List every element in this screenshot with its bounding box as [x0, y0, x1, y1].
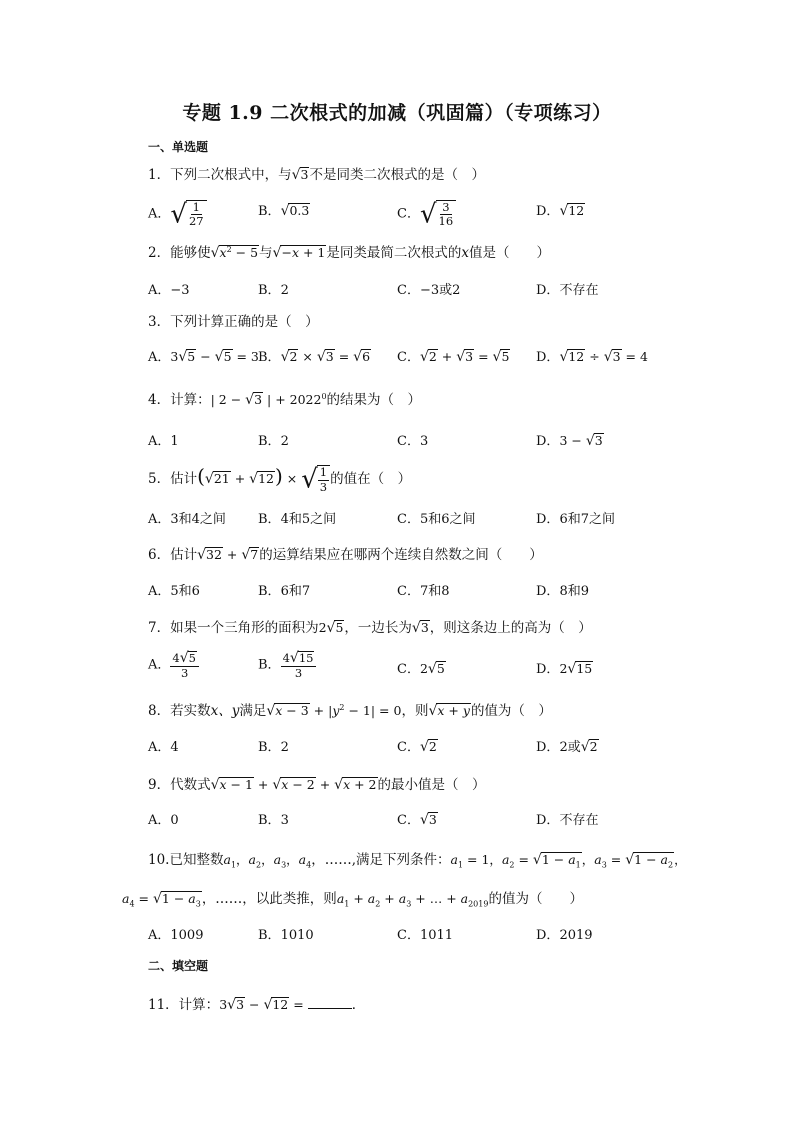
q7-option-c[interactable]: C．2√5 [397, 661, 445, 677]
question-10: 10.已知整数$a_1$，$a_2$，$a_3$，$a_4$，……,满足下列条件：$a_1 = 1$，$a_2 = √1 - a_1$，$a_3 = √1 - a_2$， [148, 852, 687, 870]
question-11: 11．计算：3√3 − √12 = ． [148, 997, 366, 1013]
q7-option-b[interactable]: B． $\frac{4√15}{3}$ [258, 650, 316, 680]
q9-option-d[interactable]: D．不存在 [536, 813, 599, 828]
q8-option-c[interactable]: C．√2 [397, 739, 437, 755]
q9-option-a[interactable]: A．0 [148, 813, 179, 828]
q1-option-d[interactable]: D．√12 [536, 203, 585, 219]
q4-option-b[interactable]: B．2 [258, 434, 289, 449]
q1-option-b[interactable]: B．√0.3 [258, 203, 310, 219]
question-9: 9．代数式√x − 1 + √x − 2 + √x + 2的最小值是（ ） [148, 777, 486, 793]
question-3: 3．下列计算正确的是（ ） [148, 314, 319, 330]
q10-option-c[interactable]: C．1011 [397, 928, 454, 943]
q6-option-a[interactable]: A．5和6 [148, 584, 200, 599]
page-title: 专题 1.9 二次根式的加减（巩固篇）（专项练习） [182, 102, 612, 124]
question-1: 1．下列二次根式中，与√3不是同类二次根式的是（ ） [148, 167, 485, 183]
q4-option-a[interactable]: A．1 [148, 434, 179, 449]
q5-option-a[interactable]: A．3和4之间 [148, 512, 226, 527]
question-4: 4．计算：| 2 − √3 | + $2022^0$的结果为（ ） [148, 391, 422, 408]
q5-option-b[interactable]: B．4和5之间 [258, 512, 337, 527]
q8-option-b[interactable]: B．2 [258, 740, 289, 755]
q1-option-c[interactable]: C．√ $\frac{3}{16}$ [397, 200, 456, 228]
q2-option-d[interactable]: D．不存在 [536, 283, 599, 298]
question-8: 8．若实数x、y满足$√x - 3 + |y^2 - 1| = 0$，则√x + y的值为（ ） [148, 702, 552, 719]
q8-option-a[interactable]: A．4 [148, 740, 179, 755]
q5-option-c[interactable]: C．5和6之间 [397, 512, 476, 527]
q7-option-a[interactable]: A． $\frac{4√5}{3}$ [148, 650, 199, 680]
question-2: 2．能够使$√x^2 - 5$与√−x + 1是同类最简二次根式的x值是（ ） [148, 244, 551, 261]
q6-option-b[interactable]: B．6和7 [258, 584, 311, 599]
q6-option-c[interactable]: C．7和8 [397, 584, 450, 599]
question-7: 7．如果一个三角形的面积为2√5，一边长为√3，则这条边上的高为（ ） [148, 620, 592, 636]
section-heading-single-choice: 一、单选题 [148, 140, 209, 154]
question-6: 6．估计√32 + √7的运算结果应在哪两个连续自然数之间（ ） [148, 547, 543, 563]
question-5: 5．估计(√21 + √12) × √ $\frac{1}{3}$ 的值在（ ） [148, 464, 412, 495]
q4-option-c[interactable]: C．3 [397, 434, 429, 449]
q9-option-b[interactable]: B．3 [258, 813, 289, 828]
section-heading-fill-blank: 二、填空题 [148, 959, 209, 973]
q4-option-d[interactable]: D．3 − √3 [536, 433, 603, 449]
q9-option-c[interactable]: C．√3 [397, 812, 437, 828]
q10-option-b[interactable]: B．1010 [258, 928, 314, 943]
answer-blank[interactable] [308, 996, 352, 1009]
q8-option-d[interactable]: D．2或√2 [536, 739, 598, 755]
question-10-line-2: $a_4 = √1 - a_3$，……，以此类推，则$a_1 + a_2 + a_3$ + … + $a_{2019}$的值为（ ） [122, 891, 583, 909]
q3-option-b[interactable]: B．√2 × √3 = √6 [258, 349, 371, 365]
q3-option-d[interactable]: D．√12 ÷ √3 = 4 [536, 349, 648, 365]
q3-option-a[interactable]: A．3√5 − √5 = 3 [148, 349, 259, 365]
q10-option-d[interactable]: D．2019 [536, 928, 593, 943]
q10-option-a[interactable]: A．1009 [148, 928, 204, 943]
q5-option-d[interactable]: D．6和7之间 [536, 512, 615, 527]
q2-option-c[interactable]: C．−3或2 [397, 283, 461, 298]
q2-option-a[interactable]: A．−3 [148, 283, 190, 298]
q1-option-a[interactable]: A．√ $\frac{1}{27}$ [148, 200, 207, 228]
q2-option-b[interactable]: B．2 [258, 283, 289, 298]
q7-option-d[interactable]: D．2√15 [536, 661, 593, 677]
q1-radical: √3 [291, 167, 309, 183]
q6-option-d[interactable]: D．8和9 [536, 584, 589, 599]
q3-option-c[interactable]: C．√2 + √3 = √5 [397, 349, 510, 365]
